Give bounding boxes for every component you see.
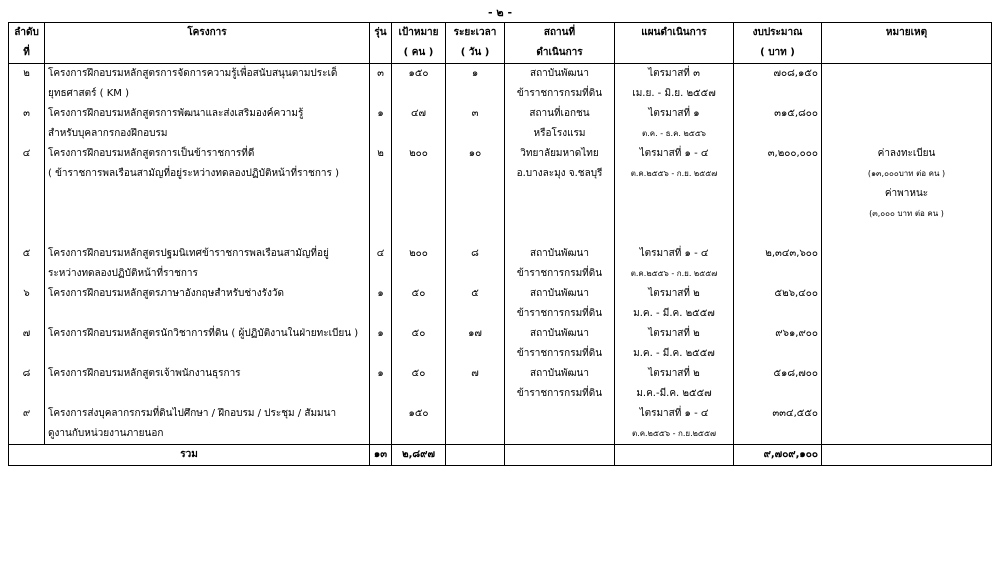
cell-batch xyxy=(370,384,392,404)
cell-batch xyxy=(370,344,392,364)
cell-duration xyxy=(446,84,505,104)
table-row xyxy=(9,404,992,424)
cell-budget xyxy=(734,124,822,144)
cell-remark xyxy=(822,404,992,424)
table-row xyxy=(9,244,992,264)
cell-no xyxy=(9,424,45,445)
cell-plan xyxy=(615,184,734,204)
cell-project xyxy=(45,384,370,404)
cell-plan xyxy=(615,204,734,224)
total-duration xyxy=(446,445,505,466)
cell-project xyxy=(45,204,370,224)
cell-duration xyxy=(446,124,505,144)
cell-target xyxy=(392,184,446,204)
cell-target: ๒๐๐ xyxy=(392,144,446,164)
cell-budget xyxy=(734,304,822,324)
cell-batch xyxy=(370,84,392,104)
project-budget-table xyxy=(8,22,992,466)
header-batch: รุ่น xyxy=(370,23,392,44)
cell-target xyxy=(392,384,446,404)
cell-budget xyxy=(734,344,822,364)
cell-no xyxy=(9,384,45,404)
cell-duration xyxy=(446,404,505,424)
cell-no: ๘ xyxy=(9,364,45,384)
table-row xyxy=(9,184,992,204)
header-plan-line2 xyxy=(615,43,734,64)
header-location-line2: ดำเนินการ xyxy=(505,43,615,64)
cell-project: โครงการฝึกอบรมหลักสูตรเจ้าพนักงานธุรการ xyxy=(45,364,370,384)
header-row xyxy=(9,23,992,44)
cell-remark xyxy=(822,64,992,85)
cell-project: โครงการฝึกอบรมหลักสูตรปฐมนิเทศข้าราชการพลเรือนสามัญที่อยู่ xyxy=(45,244,370,264)
cell-no xyxy=(9,124,45,144)
table-row xyxy=(9,144,992,164)
cell-project: โครงการส่งบุคลากรกรมที่ดินไปศึกษา / ฝึกอบรม / ประชุม / สัมมนา xyxy=(45,404,370,424)
cell-target xyxy=(392,84,446,104)
cell-remark xyxy=(822,344,992,364)
cell-location: สถาบันพัฒนา xyxy=(505,364,615,384)
cell-remark xyxy=(822,224,992,244)
cell-project xyxy=(45,344,370,364)
cell-batch: ๑ xyxy=(370,324,392,344)
cell-target: ๕๐ xyxy=(392,324,446,344)
cell-batch xyxy=(370,404,392,424)
cell-remark xyxy=(822,244,992,264)
cell-no: ๓ xyxy=(9,104,45,124)
table-row xyxy=(9,284,992,304)
total-batch: ๑๓ xyxy=(370,445,392,466)
table-body xyxy=(9,64,992,445)
cell-batch: ๔ xyxy=(370,244,392,264)
cell-location: ข้าราชการกรมที่ดิน xyxy=(505,264,615,284)
cell-plan: ไตรมาสที่ ๑ - ๔ xyxy=(615,244,734,264)
cell-project: ดูงานกับหน่วยงานภายนอก xyxy=(45,424,370,445)
cell-batch xyxy=(370,124,392,144)
header-plan: แผนดำเนินการ xyxy=(615,23,734,44)
cell-location: สถาบันพัฒนา xyxy=(505,284,615,304)
cell-project: โครงการฝึกอบรมหลักสูตรการเป็นข้าราชการที่ดี xyxy=(45,144,370,164)
cell-location: สถาบันพัฒนา xyxy=(505,244,615,264)
cell-no xyxy=(9,224,45,244)
header-project-line2 xyxy=(45,43,370,64)
header-row-2 xyxy=(9,43,992,64)
cell-duration: ๑๗ xyxy=(446,324,505,344)
cell-location: วิทยาลัยมหาดไทย xyxy=(505,144,615,164)
cell-project: โครงการฝึกอบรมหลักสูตรการจัดการความรู้เพื่อสนับสนุนตามประเด็ xyxy=(45,64,370,85)
cell-target xyxy=(392,224,446,244)
cell-target xyxy=(392,304,446,324)
cell-project: โครงการฝึกอบรมหลักสูตรภาษาอังกฤษสำหรับช่างรังวัด xyxy=(45,284,370,304)
cell-budget xyxy=(734,84,822,104)
cell-budget xyxy=(734,184,822,204)
cell-duration xyxy=(446,204,505,224)
cell-target: ๕๐ xyxy=(392,364,446,384)
cell-no xyxy=(9,84,45,104)
total-location xyxy=(505,445,615,466)
cell-project: ระหว่างทดลองปฏิบัติหน้าที่ราชการ xyxy=(45,264,370,284)
cell-budget: ๗๐๘,๑๕๐ xyxy=(734,64,822,85)
cell-duration xyxy=(446,384,505,404)
cell-remark: ค่าพาหนะ xyxy=(822,184,992,204)
cell-location: อ.บางละมุง จ.ชลบุรี xyxy=(505,164,615,184)
cell-batch xyxy=(370,164,392,184)
header-batch-line2 xyxy=(370,43,392,64)
cell-duration: ๑ xyxy=(446,64,505,85)
cell-duration xyxy=(446,344,505,364)
cell-location: สถาบันพัฒนา xyxy=(505,64,615,85)
total-row xyxy=(9,445,992,466)
table-row xyxy=(9,384,992,404)
cell-plan: ไตรมาสที่ ๑ - ๔ xyxy=(615,404,734,424)
total-remark xyxy=(822,445,992,466)
cell-target xyxy=(392,204,446,224)
cell-duration xyxy=(446,304,505,324)
cell-location: สถานที่เอกชน xyxy=(505,104,615,124)
table-row xyxy=(9,324,992,344)
cell-location: ข้าราชการกรมที่ดิน xyxy=(505,304,615,324)
cell-target xyxy=(392,424,446,445)
cell-location: สถาบันพัฒนา xyxy=(505,324,615,344)
cell-no: ๕ xyxy=(9,244,45,264)
cell-remark xyxy=(822,424,992,445)
cell-budget: ๕๑๘,๗๐๐ xyxy=(734,364,822,384)
cell-no xyxy=(9,184,45,204)
cell-plan: ไตรมาสที่ ๒ xyxy=(615,324,734,344)
cell-project xyxy=(45,304,370,324)
cell-duration xyxy=(446,164,505,184)
cell-no: ๖ xyxy=(9,284,45,304)
cell-location xyxy=(505,224,615,244)
cell-plan: ม.ค.-มี.ค. ๒๕๕๗ xyxy=(615,384,734,404)
header-no-line2: ที่ xyxy=(9,43,45,64)
cell-budget: ๓,๒๐๐,๐๐๐ xyxy=(734,144,822,164)
table-row xyxy=(9,224,992,244)
cell-budget: ๓๓๔,๕๕๐ xyxy=(734,404,822,424)
total-label: รวม xyxy=(9,445,370,466)
cell-plan: ไตรมาสที่ ๒ xyxy=(615,284,734,304)
cell-remark: (๑๓,๐๐๐บาท ต่อ คน ) xyxy=(822,164,992,184)
header-budget-unit: ( บาท ) xyxy=(734,43,822,64)
cell-budget: ๙๖๑,๙๐๐ xyxy=(734,324,822,344)
cell-target: ๑๕๐ xyxy=(392,404,446,424)
cell-location: ข้าราชการกรมที่ดิน xyxy=(505,344,615,364)
cell-plan: ต.ค.๒๕๕๖ - ก.ย. ๒๕๕๗ xyxy=(615,264,734,284)
header-target: เป้าหมาย xyxy=(392,23,446,44)
header-remark: หมายเหตุ xyxy=(822,23,992,44)
cell-batch: ๑ xyxy=(370,284,392,304)
cell-location: ข้าราชการกรมที่ดิน xyxy=(505,384,615,404)
cell-batch xyxy=(370,204,392,224)
cell-budget: ๕๒๖,๔๐๐ xyxy=(734,284,822,304)
header-project: โครงการ xyxy=(45,23,370,44)
cell-duration: ๘ xyxy=(446,244,505,264)
table-row xyxy=(9,344,992,364)
cell-target: ๕๐ xyxy=(392,284,446,304)
cell-batch: ๑ xyxy=(370,364,392,384)
cell-budget xyxy=(734,424,822,445)
cell-plan: ไตรมาสที่ ๓ xyxy=(615,64,734,85)
table-row xyxy=(9,64,992,85)
table-row xyxy=(9,164,992,184)
cell-duration: ๗ xyxy=(446,364,505,384)
table-row xyxy=(9,364,992,384)
table-row xyxy=(9,424,992,445)
total-target: ๒,๘๙๗ xyxy=(392,445,446,466)
cell-budget xyxy=(734,224,822,244)
cell-budget xyxy=(734,384,822,404)
cell-project: โครงการฝึกอบรมหลักสูตรนักวิชาการที่ดิน ( ผู้ปฏิบัติงานในฝ่ายทะเบียน ) xyxy=(45,324,370,344)
cell-no xyxy=(9,204,45,224)
table-row xyxy=(9,124,992,144)
total-budget: ๙,๗๐๙,๑๐๐ xyxy=(734,445,822,466)
table-row xyxy=(9,264,992,284)
cell-duration xyxy=(446,224,505,244)
cell-remark xyxy=(822,364,992,384)
cell-target xyxy=(392,264,446,284)
cell-batch xyxy=(370,184,392,204)
cell-remark xyxy=(822,284,992,304)
cell-remark xyxy=(822,324,992,344)
cell-target xyxy=(392,164,446,184)
cell-no: ๗ xyxy=(9,324,45,344)
cell-no xyxy=(9,344,45,364)
cell-batch xyxy=(370,264,392,284)
cell-plan: ม.ค. - มี.ค. ๒๕๕๗ xyxy=(615,344,734,364)
cell-budget xyxy=(734,204,822,224)
cell-plan: ไตรมาสที่ ๑ - ๔ xyxy=(615,144,734,164)
header-no: ลำดับ xyxy=(9,23,45,44)
cell-batch: ๑ xyxy=(370,104,392,124)
cell-budget xyxy=(734,264,822,284)
cell-plan: ไตรมาสที่ ๒ xyxy=(615,364,734,384)
cell-duration: ๑๐ xyxy=(446,144,505,164)
cell-plan: ไตรมาสที่ ๑ xyxy=(615,104,734,124)
cell-budget xyxy=(734,164,822,184)
cell-target: ๔๗ xyxy=(392,104,446,124)
header-remark-line2 xyxy=(822,43,992,64)
cell-plan xyxy=(615,224,734,244)
cell-plan: ต.ค.๒๕๕๖ - ก.ย. ๒๕๕๗ xyxy=(615,164,734,184)
cell-project: ยุทธศาสตร์ ( KM ) xyxy=(45,84,370,104)
cell-project xyxy=(45,184,370,204)
cell-remark xyxy=(822,124,992,144)
cell-remark xyxy=(822,104,992,124)
cell-project: ( ข้าราชการพลเรือนสามัญที่อยู่ระหว่างทดลองปฏิบัติหน้าที่ราชการ ) xyxy=(45,164,370,184)
cell-batch xyxy=(370,424,392,445)
cell-location xyxy=(505,184,615,204)
cell-batch: ๓ xyxy=(370,64,392,85)
cell-no xyxy=(9,264,45,284)
header-duration: ระยะเวลา xyxy=(446,23,505,44)
cell-project: สำหรับบุคลากรกองฝึกอบรม xyxy=(45,124,370,144)
header-location: สถานที่ xyxy=(505,23,615,44)
cell-batch xyxy=(370,224,392,244)
table-row xyxy=(9,104,992,124)
cell-budget: ๒,๓๔๓,๖๐๐ xyxy=(734,244,822,264)
cell-plan: เม.ย. - มิ.ย. ๒๕๕๗ xyxy=(615,84,734,104)
cell-duration xyxy=(446,264,505,284)
page-number: - ๒ - xyxy=(487,6,513,19)
table-row xyxy=(9,84,992,104)
cell-location xyxy=(505,404,615,424)
cell-target: ๒๐๐ xyxy=(392,244,446,264)
cell-budget: ๓๑๕,๘๐๐ xyxy=(734,104,822,124)
header-target-unit: ( คน ) xyxy=(392,43,446,64)
cell-remark xyxy=(822,384,992,404)
cell-no xyxy=(9,304,45,324)
cell-target: ๑๕๐ xyxy=(392,64,446,85)
cell-duration: ๓ xyxy=(446,104,505,124)
cell-project: โครงการฝึกอบรมหลักสูตรการพัฒนาและส่งเสริมองค์ความรู้ xyxy=(45,104,370,124)
cell-no: ๔ xyxy=(9,144,45,164)
cell-project xyxy=(45,224,370,244)
cell-plan: ต.ค. - ธ.ค. ๒๕๕๖ xyxy=(615,124,734,144)
cell-remark: ค่าลงทะเบียน xyxy=(822,144,992,164)
cell-remark xyxy=(822,264,992,284)
cell-no: ๙ xyxy=(9,404,45,424)
cell-batch: ๒ xyxy=(370,144,392,164)
cell-duration xyxy=(446,424,505,445)
cell-location xyxy=(505,204,615,224)
cell-duration xyxy=(446,184,505,204)
table-row xyxy=(9,204,992,224)
total-plan xyxy=(615,445,734,466)
cell-batch xyxy=(370,304,392,324)
cell-duration: ๕ xyxy=(446,284,505,304)
cell-plan: ม.ค. - มี.ค. ๒๕๕๗ xyxy=(615,304,734,324)
header-duration-unit: ( วัน ) xyxy=(446,43,505,64)
cell-target xyxy=(392,124,446,144)
cell-location: ข้าราชการกรมที่ดิน xyxy=(505,84,615,104)
cell-location: หรือโรงแรม xyxy=(505,124,615,144)
cell-location xyxy=(505,424,615,445)
header-budget: งบประมาณ xyxy=(734,23,822,44)
cell-remark xyxy=(822,84,992,104)
cell-no: ๒ xyxy=(9,64,45,85)
cell-plan: ต.ค.๒๕๕๖ - ก.ย.๒๕๕๗ xyxy=(615,424,734,445)
cell-target xyxy=(392,344,446,364)
cell-remark xyxy=(822,304,992,324)
cell-no xyxy=(9,164,45,184)
cell-remark: (๓,๐๐๐ บาท ต่อ คน ) xyxy=(822,204,992,224)
table-row xyxy=(9,304,992,324)
